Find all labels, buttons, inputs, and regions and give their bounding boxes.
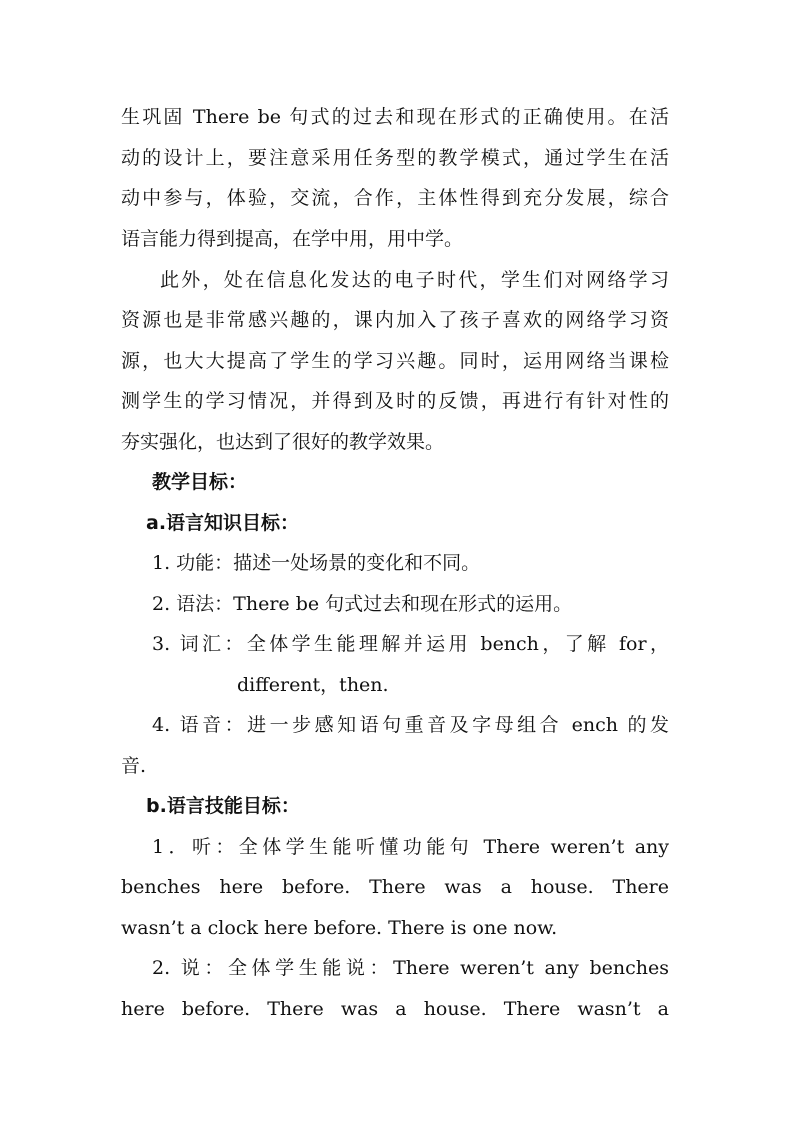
section-b-line-1: 1．听：全体学生能听懂功能句 There weren’t any — [152, 836, 669, 858]
section-a-item-3: 3. 词汇：全体学生能理解并运用 bench，了解 for， — [152, 633, 669, 655]
section-a-title: a.语言知识目标： — [146, 512, 300, 534]
section-b-line-4: 2. 说：全体学生能说：There weren’t any benches — [152, 957, 669, 979]
section-b-line-5: here before. There was a house. There wasn’t a — [121, 998, 669, 1020]
paragraph-2-line-4: 测学生的学习情况，并得到及时的反馈，再进行有针对性的 — [121, 390, 669, 412]
objectives-heading: 教学目标： — [152, 471, 248, 493]
paragraph-1-line-2: 动的设计上，要注意采用任务型的教学模式，通过学生在活 — [121, 147, 669, 169]
paragraph-2-line-5: 夯实强化，也达到了很好的教学效果。 — [121, 431, 445, 453]
section-a-item-4-continuation: 音. — [121, 755, 147, 777]
section-a-item-1: 1. 功能：描述一处场景的变化和不同。 — [152, 552, 481, 574]
section-a-item-3-continuation: different，then. — [237, 674, 389, 696]
paragraph-1-line-1: 生巩固 There be 句式的过去和现在形式的正确使用。在活 — [121, 106, 669, 128]
paragraph-1-line-3: 动中参与，体验，交流，合作，主体性得到充分发展，综合 — [121, 187, 669, 209]
paragraph-2-line-3: 源，也大大提高了学生的学习兴趣。同时，运用网络当课检 — [121, 350, 669, 372]
section-b-line-2: benches here before. There was a house. There — [121, 876, 669, 898]
paragraph-2-line-2: 资源也是非常感兴趣的，课内加入了孩子喜欢的网络学习资 — [121, 309, 669, 331]
section-a-item-4: 4. 语音：进一步感知语句重音及字母组合 ench 的发 — [152, 714, 669, 736]
paragraph-2-line-1: 此外，处在信息化发达的电子时代，学生们对网络学习 — [160, 269, 669, 291]
section-b-line-3: wasn’t a clock here before. There is one now. — [121, 917, 558, 939]
section-b-title: b.语言技能目标： — [146, 795, 300, 817]
paragraph-1-line-4: 语言能力得到提高，在学中用，用中学。 — [121, 228, 464, 250]
section-a-item-2: 2. 语法：There be 句式过去和现在形式的运用。 — [152, 593, 573, 615]
